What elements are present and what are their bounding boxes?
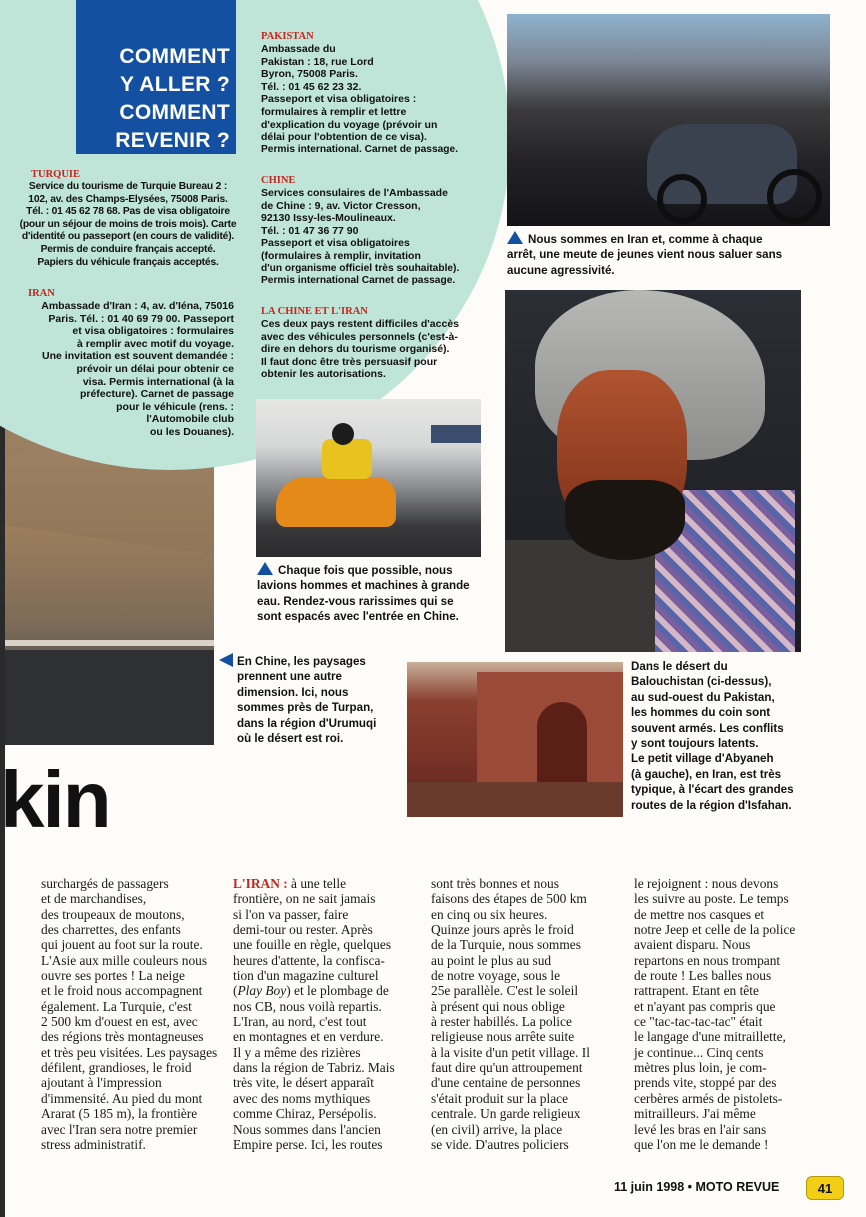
caption-line: où le désert est roi. — [237, 732, 344, 746]
body-line: à rester habillés. La police — [431, 1014, 572, 1030]
headline-fragment: kin — [0, 755, 110, 844]
info-line: Tél. : 01 45 62 78 68. Pas de visa obligatoire — [26, 206, 230, 218]
caption-crowd — [507, 231, 827, 278]
abyaneh-village-photo — [407, 662, 623, 817]
body-line: Ararat (5 185 m), la frontière — [41, 1106, 198, 1122]
info-line: Passeport et visa obligatoires : — [261, 93, 417, 106]
info-line: Ces deux pays restent difficiles d'accès — [261, 318, 460, 330]
body-line: au point le plus au sud — [431, 952, 552, 968]
body-line: dans la région de Tabriz. Mais — [233, 1060, 395, 1076]
info-line: Une invitation est souvent demandée : — [42, 350, 234, 363]
body-line: demi-tour ou rester. Après — [233, 922, 373, 938]
info-line: d'un organisme officiel très souhaitable). — [261, 262, 460, 274]
info-heading: CHINE — [261, 175, 296, 186]
info-line: Tél. : 01 45 62 23 32. — [261, 80, 362, 93]
triangle-up-icon — [257, 562, 273, 575]
body-line: des troupeaux de moutons, — [41, 906, 185, 922]
caption-line: routes de la région d'Isfahan. — [631, 798, 792, 812]
body-line: le langage d'une mitraillette, — [634, 1029, 786, 1045]
body-line: levé les bras en l'air sans — [634, 1121, 767, 1137]
page-footer: 11 juin 1998 • MOTO REVUE — [614, 1180, 780, 1194]
body-line: d'immensité. Au pied du mont — [41, 1090, 203, 1106]
body-line: et de marchandises, — [41, 891, 147, 907]
body-line: sont très bonnes et nous — [431, 876, 559, 891]
body-line: les suivre au poste. Le temps — [634, 891, 789, 907]
info-line: Pakistan : 18, rue Lord — [261, 55, 374, 68]
body-line: à la visite d'un petit village. Il — [431, 1044, 590, 1060]
info-line: Il faut donc être très persuasif pour — [261, 355, 438, 368]
info-line: avec des véhicules personnels (c'est-à- — [261, 330, 458, 343]
body-line: centrale. Un garde religieux — [431, 1106, 581, 1122]
title-line: REVENIR ? — [115, 129, 230, 152]
title-line: COMMENT — [119, 101, 230, 124]
body-column-1 — [41, 876, 221, 1152]
caption-line: y sont toujours latents. — [631, 737, 759, 751]
info-title-box — [76, 0, 236, 154]
info-line: 102, av. des Champs-Elysées, 75008 Paris. — [28, 193, 228, 205]
caption-line: (à gauche), en Iran, est très — [631, 767, 782, 781]
body-line: en montagnes et en verdure. — [233, 1029, 384, 1045]
body-line: Il y a même des rizières — [233, 1044, 361, 1060]
info-line: à remplir avec motif du voyage. — [77, 337, 234, 350]
body-line: ajoutant à l'impression — [41, 1075, 162, 1091]
info-heading: TURQUIE — [31, 169, 81, 180]
body-line: avaient disparu. Nous — [634, 937, 751, 953]
body-line: mitrailleurs. J'ai même — [634, 1106, 756, 1122]
info-line: (pour un séjour de moins de trois mois). Carte — [19, 218, 237, 230]
triangle-left-icon — [219, 653, 233, 667]
iran-crowd-photo — [507, 14, 830, 226]
body-line: prends vite, stoppé par des — [634, 1075, 777, 1091]
body-line: L'Iran, au nord, c'est tout — [233, 1014, 367, 1030]
body-line: et n'ayant pas compris que — [634, 998, 776, 1014]
body-line: Nous sommes dans l'ancien — [233, 1121, 381, 1137]
caption-wash — [257, 562, 483, 625]
body-line: frontière, on ne sait jamais — [233, 891, 376, 907]
info-line: Permis de conduire français accepté. — [40, 243, 216, 255]
body-line: faut dire qu'un attroupement — [431, 1060, 583, 1076]
info-line: ou les Douanes). — [149, 425, 234, 438]
body-line: ce "tac-tac-tac-tac" était — [634, 1014, 763, 1030]
caption-line: eau. Rendez-vous rarissimes qui se — [257, 594, 454, 608]
info-line: prévoir un délai pour obtenir ce — [76, 362, 234, 375]
body-line: rattrapent. Etant en tête — [634, 983, 759, 999]
info-line: Byron, 75008 Paris. — [261, 68, 358, 81]
caption-line: dimension. Ici, nous — [237, 685, 349, 699]
body-column-4 — [634, 876, 819, 1152]
body-line: avec des noms mythiques — [233, 1090, 371, 1106]
info-line: d'identité ou passeport (en cours de validité). — [21, 231, 235, 243]
info-line: Paris. Tél. : 01 40 69 79 00. Passeport — [48, 312, 234, 325]
caption-line: arrêt, une meute de jeunes vient nous saluer sans — [507, 248, 783, 262]
caption-line: prennent une autre — [237, 670, 343, 684]
body-line: également. La Turquie, c'est — [41, 998, 192, 1014]
body-line: 25e parallèle. C'est le soleil — [431, 983, 579, 999]
body-line: et très peu visitées. Les paysages — [41, 1044, 218, 1060]
body-line: une fouille en règle, quelques — [233, 937, 392, 953]
info-line: formulaires à remplir et lettre — [261, 105, 407, 118]
info-line: d'explication du voyage (prévoir un — [261, 118, 438, 131]
body-line: heures d'attente, la confisca- — [233, 952, 385, 968]
body-line: stress administratif. — [41, 1136, 146, 1152]
body-line: le rejoignent : nous devons — [634, 876, 779, 891]
info-line: préfecture). Carnet de passage — [79, 388, 234, 401]
caption-line: Balouchistan (ci-dessus), — [631, 675, 772, 689]
caption-line: souvent armés. Les conflits — [631, 721, 784, 735]
body-column-2 — [233, 876, 413, 1152]
caption-line: au sud-ouest du Pakistan, — [631, 690, 775, 704]
caption-line: sont espacés avec l'entrée en Chine. — [257, 610, 459, 624]
body-line: notre Jeep et celle de la police — [634, 922, 796, 938]
caption-line: dans la région d'Urumuqi — [237, 716, 377, 730]
body-line: repartons en nous trompant — [634, 952, 781, 968]
info-line: Services consulaires de l'Ambassade — [261, 187, 448, 199]
body-line: et le froid nous accompagnent — [41, 983, 203, 999]
info-line: (formulaires à remplir, invitation — [261, 249, 421, 262]
caption-line: Nous sommes en Iran et, comme à chaque — [528, 233, 763, 246]
title-line: Y ALLER ? — [119, 73, 230, 96]
body-line: si l'on va passer, faire — [233, 906, 349, 922]
body-line: faisons des étapes de 500 km — [431, 891, 587, 907]
caption-line: lavions hommes et machines à grande — [257, 579, 470, 593]
body-line: à une telle — [287, 876, 347, 891]
body-line: en cinq ou six heures. — [431, 906, 548, 922]
info-line: l'Automobile club — [146, 413, 234, 426]
body-line: avec l'Iran sera notre premier — [41, 1121, 198, 1137]
info-heading: PAKISTAN — [261, 31, 314, 42]
caption-desert — [631, 659, 831, 813]
caption-line: typique, à l'écart des grandes — [631, 783, 794, 797]
info-iran — [22, 288, 234, 439]
info-line: Ambassade d'Iran : 4, av. d'Iéna, 75016 — [41, 300, 234, 312]
info-line: dire en dehors du tourisme organisé). — [261, 343, 450, 356]
caption-line: En Chine, les paysages — [237, 655, 366, 668]
body-line: tion d'un magazine culturel — [233, 968, 379, 984]
info-line: 92130 Issy-les-Moulineaux. — [261, 212, 396, 225]
body-line: de notre voyage, sous le — [431, 968, 561, 984]
info-turquie — [17, 169, 239, 269]
body-line: de la Turquie, nous sommes — [431, 937, 581, 953]
body-line: comme Chiraz, Persépolis. — [233, 1106, 377, 1122]
caption-line: les hommes du coin sont — [631, 706, 771, 720]
body-line: qui jouent au foot sur la route. — [41, 937, 203, 953]
info-line: Passeport et visa obligatoires — [261, 237, 410, 250]
body-line: Empire perse. Ici, les routes — [233, 1136, 383, 1152]
info-line: Service du tourisme de Turquie Bureau 2 : — [28, 181, 228, 192]
body-line: que l'on me le demande ! — [634, 1136, 769, 1152]
body-line: nos CB, nous voilà repartis. — [233, 998, 382, 1014]
balouchistan-man-photo — [505, 290, 801, 652]
caption-line: aucune agressivité. — [507, 263, 615, 277]
body-line: surchargés de passagers — [41, 876, 169, 891]
info-heading: IRAN — [28, 288, 55, 299]
magazine-title: Play Boy — [237, 983, 287, 999]
bike-wash-photo — [256, 399, 481, 557]
info-heading: LA CHINE ET L'IRAN — [261, 306, 368, 317]
body-line: des charrettes, des enfants — [41, 922, 181, 938]
triangle-up-icon — [507, 231, 523, 244]
info-line: de Chine : 9, av. Victor Cresson, — [261, 199, 421, 212]
caption-line: Dans le désert du — [631, 660, 728, 673]
body-line: ouvre ses portes ! La neige — [41, 968, 185, 984]
body-line: s'était produit sur la place — [431, 1090, 569, 1106]
caption-china — [219, 653, 389, 746]
info-line: obtenir les autorisations. — [261, 368, 386, 381]
caption-line: sommes près de Turpan, — [237, 701, 374, 715]
info-line: Permis international Carnet de passage. — [261, 275, 456, 287]
body-line: cerbères armés de pistolets- — [634, 1090, 783, 1106]
body-line: défilent, grandioses, le froid — [41, 1060, 192, 1076]
body-text: ) et le plombage de — [286, 983, 389, 999]
body-line: religieuse nous arrête suite — [431, 1029, 575, 1045]
info-chine — [261, 175, 476, 288]
body-line: je continue... Cinq cents — [634, 1044, 764, 1060]
body-line: (en civil) arrive, la place — [431, 1121, 563, 1137]
body-line: 2 500 km d'ouest en est, avec — [41, 1014, 198, 1030]
info-line: Papiers du véhicule français acceptés. — [37, 256, 219, 268]
info-line: et visa obligatoires : formulaires — [72, 325, 234, 338]
info-line: pour le véhicule (rens. : — [116, 400, 234, 413]
page-number-badge: 41 — [806, 1176, 844, 1200]
info-line: Permis international. Carnet de passage. — [261, 143, 459, 155]
info-pakistan — [261, 31, 471, 156]
body-line: très vite, le désert apparaît — [233, 1075, 374, 1091]
info-line: visa. Permis international (à la — [82, 375, 234, 388]
section-lead: L'IRAN : — [233, 876, 288, 891]
body-line: à présent qui nous oblige — [431, 998, 565, 1014]
body-line: mètres plus loin, je com- — [634, 1060, 767, 1076]
caption-line: Le petit village d'Abyaneh — [631, 752, 774, 766]
body-line: des régions très montagneuses — [41, 1029, 204, 1045]
body-text: ( — [233, 983, 238, 999]
info-line: Ambassade du — [261, 43, 336, 55]
info-chine-iran — [261, 306, 476, 381]
body-line: Quinze jours après le froid — [431, 922, 574, 938]
info-line: Tél. : 01 47 36 77 90 — [261, 224, 359, 237]
caption-line: Chaque fois que possible, nous — [278, 564, 453, 577]
body-line: se vide. D'autres policiers — [431, 1136, 569, 1152]
info-line: délai pour l'obtention de ce visa). — [261, 131, 427, 144]
body-column-3 — [431, 876, 616, 1152]
body-line: d'une centaine de personnes — [431, 1075, 581, 1091]
body-line: de route ! Les balles nous — [634, 968, 772, 984]
title-line: COMMENT — [119, 45, 230, 68]
body-line: de mettre nos casques et — [634, 906, 765, 922]
body-line: L'Asie aux mille couleurs nous — [41, 952, 208, 968]
